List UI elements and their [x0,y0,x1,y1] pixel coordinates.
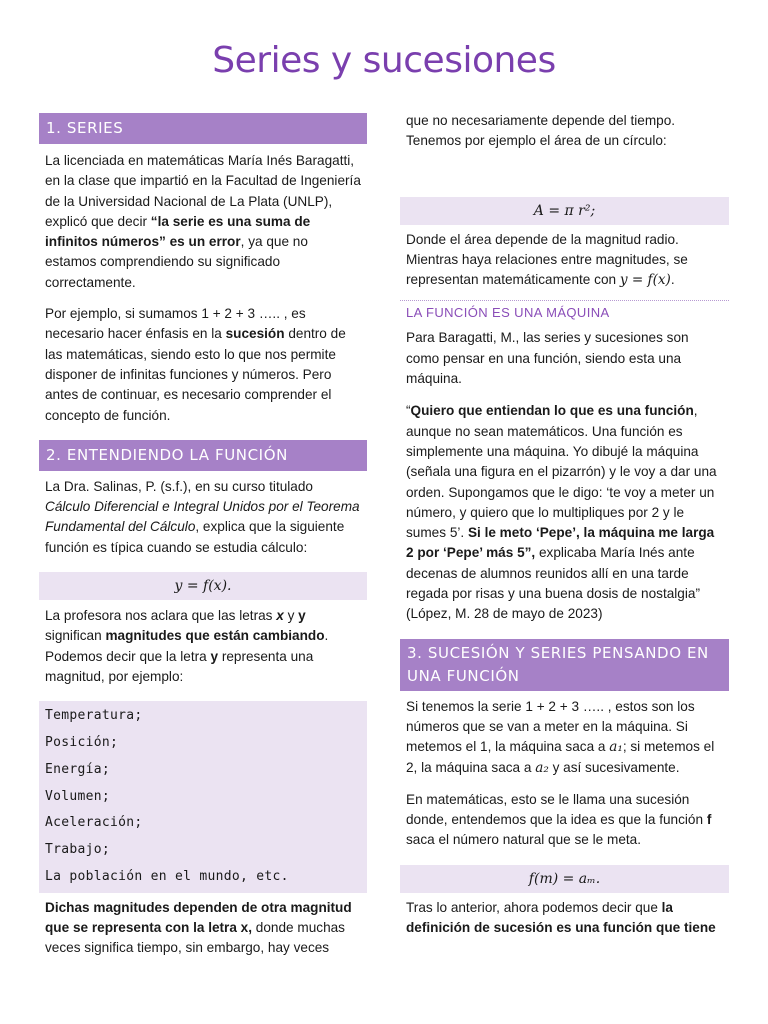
paragraph-magnitudes [39,898,367,959]
list-item: Energía; [45,761,111,777]
text: “ [406,403,411,419]
text: y [283,608,299,624]
bold-text: Quiero que entiendan lo que es una función [410,403,694,419]
text: La licenciada en matemáticas María Inés Baragatti, en la clase que impartió en la Facultad de Ingeniería de la Universidad Nacional de La Plata (UNLP), explicó que decir [45,153,361,229]
letter-x: x [276,608,284,624]
text: Por ejemplo, si sumamos 1 + 2 + 3 ….. , es necesario hacer énfasis en la [45,306,306,342]
text: representa una magnitud, por ejemplo: [45,648,314,684]
left-column [39,113,367,959]
list-item: Aceleración; [45,815,143,831]
paragraph-series-intro [39,151,367,293]
text: dentro de las matemáticas, siendo esto lo que nos permite disponer de infinitas funciones y números. Pero antes de continuar, es necesario comprender el concepto de función. [45,326,346,423]
paragraph-salinas [39,477,367,558]
inline-math: a₂ [535,759,549,776]
text: , explica que la siguiente función es típica cuando se estudia cálculo: [45,519,345,555]
bold-text: Dichas magnitudes dependen de otra magnitud que se representa con la letra x, [45,899,352,936]
bold-text: la definición de sucesión es una función que tiene [406,899,716,936]
bold-text: magnitudes que están cambiando [105,628,325,644]
section-heading-sequence: 3. SUCESIÓN Y SERIES PENSANDO EN UNA FUNCIÓN [400,639,729,691]
equation-fm: f(m) = aₘ. [400,865,729,893]
paragraph-baragatti: Para Baragatti, M., las series y sucesiones son como pensar en una función, siendo esta una máquina. [406,330,689,387]
text: ; si metemos el 2, la máquina saca a [406,739,715,775]
bold-text: sucesión [225,326,285,342]
right-column [400,111,729,938]
course-title: Cálculo Diferencial e Integral Unidos por el Teorema Fundamental del Cálculo [45,499,360,535]
text: . Podemos decir que la letra [45,628,329,664]
paragraph-series-example [39,304,367,426]
section-heading-function: 2. ENTENDIENDO LA FUNCIÓN [39,440,367,471]
inline-math: y = f(x) [619,272,671,289]
text: saca el número natural que se le meta. [406,832,642,848]
text: significan [45,628,106,644]
magnitudes-list [39,701,367,893]
equation-y-fx: y = f(x). [39,572,367,600]
text: explicaba María Inés ante decenas de alumnos reunidos allí en una tarde regada por risas y una buena dosis de nostalgia” (López, M. 28 de mayo de 2023) [406,545,700,622]
text: , aunque no sean matemáticos. Una función es simplemente una máquina. Yo dibujé la máquina (señala una figura en el pizarrón) y le voy a dar una orden. Supongamos que le digo: ‘te voy a meter un número, y quiero que lo multipliques por 2 y le sumes 5’. [406,403,717,541]
list-item: La población en el mundo, etc. [45,869,289,885]
subheading-machine: LA FUNCIÓN ES UNA MÁQUINA [400,300,729,323]
text: En matemáticas, esto se le llama una sucesión donde, entendemos que la idea es que la función [406,791,707,828]
page-title: Series y sucesiones [212,40,556,81]
text: Si tenemos la serie 1 + 2 + 3 ….. , estos son los números que se van a meter en la máquina. Si metemos el 1, la máquina saca a [406,698,695,755]
list-item: Trabajo; [45,842,111,858]
paragraph-conclusion [400,898,729,939]
text: , ya que no estamos comprendiendo su significado correctamente. [45,234,308,290]
equation-circle-area: A = π r²; [400,197,729,225]
text: La profesora nos aclara que las letras [45,608,277,624]
text: . [670,272,675,288]
text: Tras lo anterior, ahora podemos decir que [406,899,662,915]
list-item: Posición; [45,735,119,751]
paragraph-quote [400,401,729,624]
section-heading-series: 1. SERIES [39,113,367,144]
list-item: Temperatura; [45,708,143,724]
bold-text: “la serie es una suma de infinitos números” es un error [45,213,311,250]
text: y así sucesivamente. [548,759,680,775]
bold-text: Si le meto ‘Pepe’, la máquina me larga 2 por ‘Pepe’ más 5”, [406,525,715,561]
text: La Dra. Salinas, P. (s.f.), en su curso titulado [45,478,313,494]
bold-text: f [706,812,712,828]
text: donde muchas veces significa tiempo, sin embargo, hay veces [45,920,345,956]
list-item: Volumen; [45,788,111,804]
paragraph-circle-area: que no necesariamente depende del tiempo. Tenemos por ejemplo el área de un círculo: [406,113,676,149]
paragraph-letters [39,606,367,687]
paragraph-sequence-definition [400,790,729,851]
paragraph-radius [400,230,729,291]
letter-y: y [298,608,306,624]
inline-math: a₁ [609,739,623,756]
text: Donde el área depende de la magnitud radio. Mientras haya relaciones entre magnitudes, se representan matemáticamente con [406,231,688,288]
paragraph-sequence-series [400,697,729,778]
letter-y: y [210,648,219,664]
